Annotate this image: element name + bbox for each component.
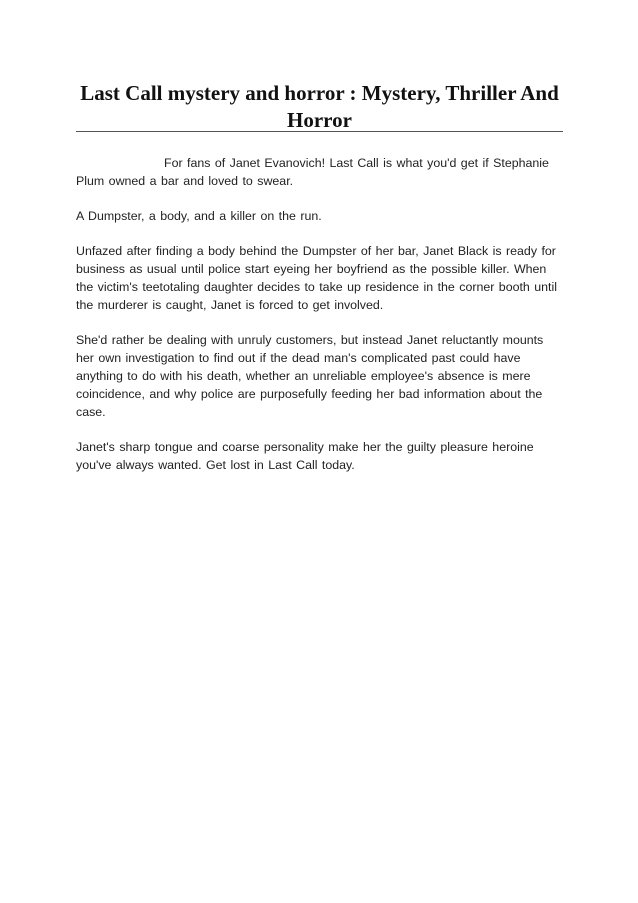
title-divider [76, 131, 563, 132]
paragraph-closing: Janet's sharp tongue and coarse personality make her the guilty pleasure heroine you've always wanted. Get lost in Last Call today. [76, 440, 534, 472]
paragraph-tagline: A Dumpster, a body, and a killer on the run. [76, 209, 322, 223]
paragraph-plot: Unfazed after finding a body behind the Dumpster of her bar, Janet Black is ready for business as usual until police start eyeing her boyfriend as the possible killer. When the victim's teetotaling daughter decides to take up residence in the corner booth until the murderer is caught, Janet is forced to get involved. [76, 244, 557, 312]
document-title: Last Call mystery and horror : Mystery, Thriller And Horror [80, 81, 559, 132]
paragraph-intro: For fans of Janet Evanovich! Last Call is what you'd get if Stephanie Plum owned a bar and loved to swear. [76, 156, 549, 188]
document-body [76, 154, 560, 491]
paragraph-investigation: She'd rather be dealing with unruly customers, but instead Janet reluctantly mounts her own investigation to find out if the dead man's complicated past could have anything to do with his death, whether an unreliable employee's absence is mere coincidence, and why police are purposefully feeding her bad information about the case. [76, 333, 544, 419]
